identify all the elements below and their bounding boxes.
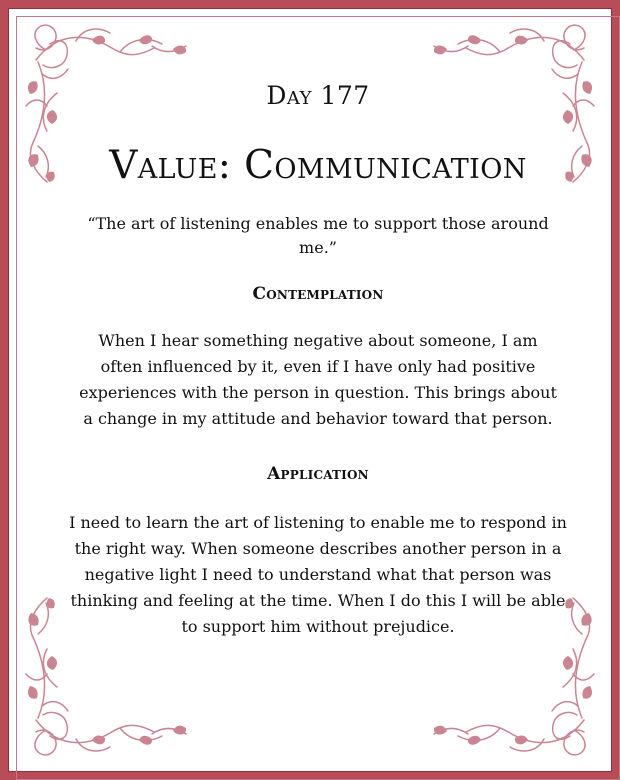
application-heading: Application (267, 464, 369, 484)
application-text: I need to learn the art of listening to enable me to respond in the right way. When someone describes another person in a negative light I need to understand what that person was thinking and feeling at the time. When I do this I will be able to support him without prejudice. (69, 513, 567, 636)
daily-reflection-content (66, 70, 570, 640)
value-title: Value: Communication (109, 143, 527, 188)
contemplation-text: When I hear something negative about someone, I am often influenced by it, even if I have only had positive experiences with the person in question. This brings about a change in my attitude and behavior toward that person. (79, 331, 557, 428)
day-title: Day 177 (266, 81, 370, 110)
value-quote: “The art of listening enables me to support those around me.” (87, 214, 549, 257)
contemplation-heading: Contemplation (252, 284, 384, 304)
